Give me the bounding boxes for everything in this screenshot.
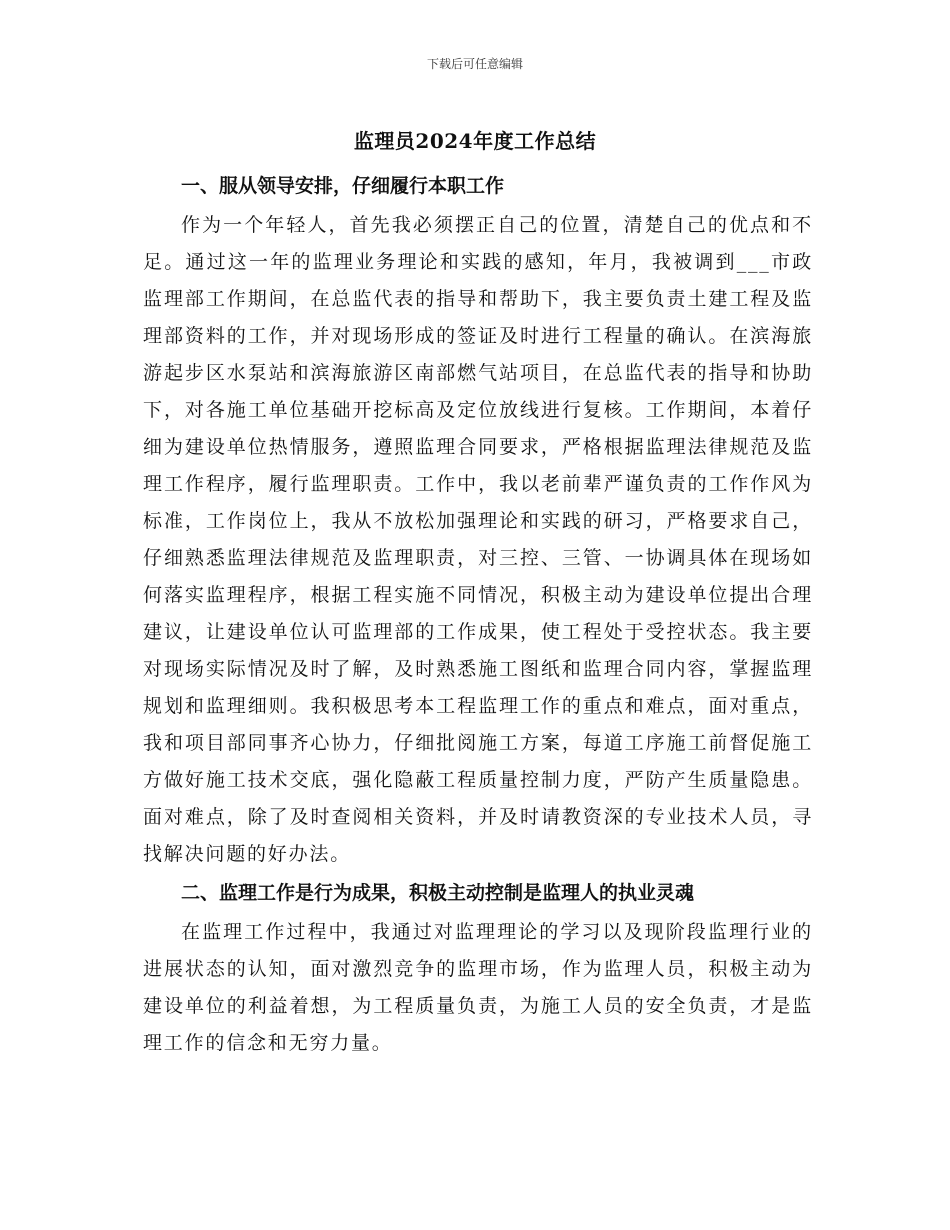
section-heading-1: 一、服从领导安排，仔细履行本职工作 (181, 175, 505, 197)
section-paragraph-2: 在监理工作过程中，我通过对监理理论的学习以及现阶段监理行业的进展状态的认知，面对激烈竞争的监理市场，作为监理人员，积极主动为建设单位的利益着想，为工程质量负责，为施工人员的安全负责，才是监理工作的信念和无穷力量。 (143, 921, 813, 1054)
section-heading-2: 二、监理工作是行为成果，积极主动控制是监理人的执业灵魂 (181, 882, 695, 904)
header-note: 下载后可任意编辑 (426, 57, 523, 71)
document-title: 监理员2024年度工作总结 (353, 129, 597, 153)
section-paragraph-1: 作为一个年轻人，首先我必须摆正自己的位置，清楚自己的优点和不足。通过这一年的监理业务理论和实践的感知，年月，我被调到___市政监理部工作期间，在总监代表的指导和帮助下，我主要负责土建工程及监理部资料的工作，并对现场形成的签证及时进行工程量的确认。在滨海旅游起步区水泵站和滨海旅游区南部燃气站项目，在总监代表的指导和协助下，对各施工单位基础开挖标高及定位放线进行复核。工作期间，本着仔细为建设单位热情服务，遵照监理合同要求，严格根据监理法律规范及监理工作程序，履行监理职责。工作中，我以老前辈严谨负责的工作作风为标准，工作岗位上，我从不放松加强理论和实践的研习，严格要求自己，仔细熟悉监理法律规范及监理职责，对三控、三管、一协调具体在现场如何落实监理程序，根据工程实施不同情况，积极主动为建设单位提出合理建议，让建设单位认可监理部的工作成果，使工程处于受控状态。我主要对现场实际情况及时了解，及时熟悉施工图纸和监理合同内容，掌握监理规划和监理细则。我积极思考本工程监理工作的重点和难点，面对重点，我和项目部同事齐心协力，仔细批阅施工方案，每道工序施工前督促施工方做好施工技术交底，强化隐蔽工程质量控制力度，严防产生质量隐患。面对难点，除了及时查阅相关资料，并及时请教资深的专业技术人员，寻找解决问题的好办法。 (143, 214, 813, 865)
document-body (143, 166, 813, 1062)
